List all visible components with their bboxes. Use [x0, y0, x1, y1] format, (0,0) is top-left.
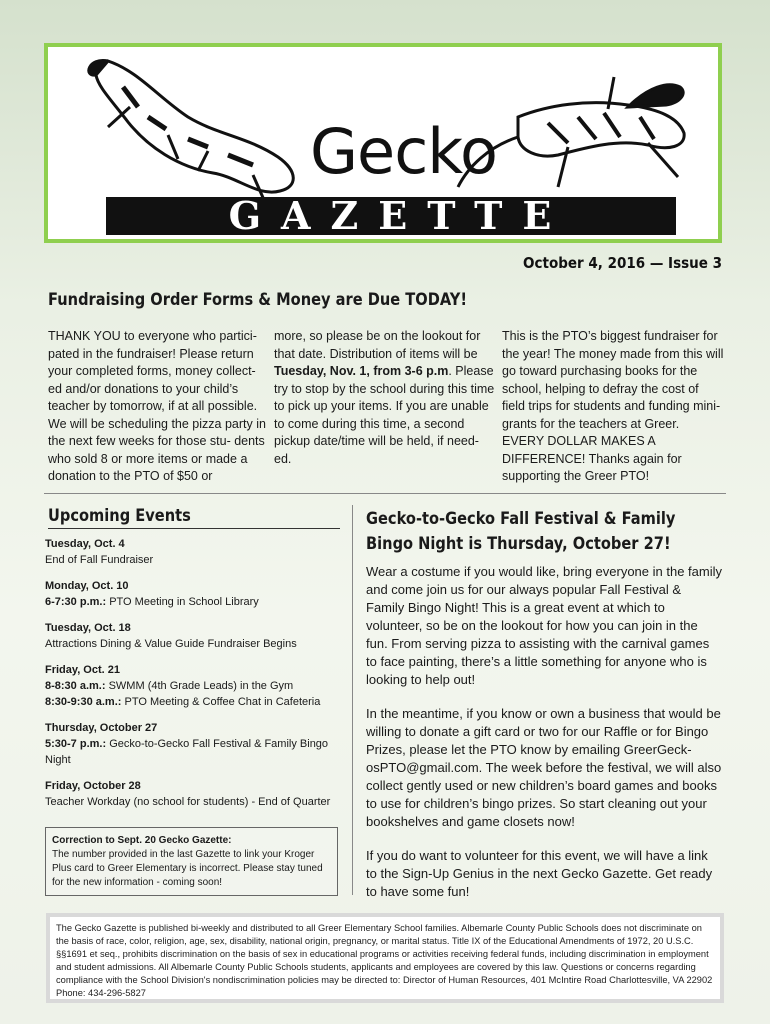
festival-paragraph-3: If you do want to volunteer for this event, we will have a link to the Sign-Up Genius in the next Gecko Gazette. Get ready to have some fun!	[366, 848, 713, 899]
event-item	[45, 720, 345, 768]
section-divider	[44, 493, 726, 494]
event-line	[45, 594, 345, 610]
issue-line: October 4, 2016 — Issue 3	[523, 254, 722, 272]
event-date: Monday, Oct. 10	[45, 580, 129, 592]
event-line	[45, 794, 345, 810]
event-item	[45, 578, 345, 610]
event-description: Attractions Dining & Value Guide Fundraiser Begins	[45, 638, 297, 650]
event-date: Tuesday, Oct. 18	[45, 622, 131, 634]
event-item	[45, 662, 345, 710]
festival-article	[366, 563, 722, 917]
event-time: 6-7:30 p.m.:	[45, 596, 107, 608]
event-description: Gecko-to-Gecko Fall Festival & Family Bingo Night	[45, 738, 329, 766]
correction-body: The number provided in the last Gazette to link your Kroger Plus card to Greer Elementary is incorrect. Please stay tuned for the new information - coming soon!	[52, 849, 323, 888]
masthead	[44, 43, 722, 243]
festival-paragraph-1: Wear a costume if you would like, bring everyone in the family and come join us for our always popular Fall Festival & Family Bingo Night! This is a great event at which to volunteer, so be on the lookout for how you can join in the fun. From serving pizza to assisting with the carnival games to face painting, there’s a little something for anyone who is looking to help out!	[366, 564, 722, 687]
event-description: Teacher Workday (no school for students) - End of Quarter	[45, 796, 331, 808]
masthead-title: Gecko	[310, 115, 497, 188]
event-description: PTO Meeting & Coffee Chat in Cafeteria	[121, 696, 321, 708]
fundraiser-column-2-text-a: more, so please be on the lookout for that date. Distribution of items will be	[274, 329, 481, 361]
event-item	[45, 536, 345, 568]
fundraiser-column-2-text-b: . Please try to stop by the school during this time to pick up your items. If you are unable to come during this time, a second pickup date/time will be held, if need- ed.	[274, 364, 495, 466]
event-time: 8-8:30 a.m.:	[45, 680, 106, 692]
event-item	[45, 778, 345, 810]
correction-title: Correction to Sept. 20 Gecko Gazette:	[52, 835, 232, 846]
event-line	[45, 678, 345, 694]
festival-paragraph-2: In the meantime, if you know or own a business that would be willing to donate a gift card or two for our Raffle or for Bingo Prizes, please let the PTO know by emailing GreerGeck-osPTO@gmail.com. The week before the festival, we will also collect gently used or new children’s board games and books to use for children’s bingo prizes. So start cleaning out your bookshelves and game closets now!	[366, 706, 722, 829]
festival-title: Gecko-to-Gecko Fall Festival & Family Bingo Night is Thursday, October 27!	[366, 509, 676, 554]
event-description: End of Fall Fundraiser	[45, 554, 154, 566]
event-description: SWMM (4th Grade Leads) in the Gym	[105, 680, 294, 692]
footer-notice: The Gecko Gazette is published bi-weekly and distributed to all Greer Elementary School families. Albemarle County Public Schools does not discriminate on the basis of race, color, religion, age, sex, disability, national origin, pregnancy, or marital status. Title IX of the Educational Amendments of 1972, 20 U.S.C. §§1691 et seq., prohibits discrimination on the basis of sex in educational programs or activities receiving federal funds, including discrimination in employment and student admissions. All Albemarle County Public Schools students, applicants and employees are covered by this law. Questions or concerns regarding compliance with the School Division's nondiscrimination policies may be directed to: Director of Human Resources, 401 McIntire Road Charlottesville, VA 22902 Phone: 434-296-5827	[46, 913, 724, 1003]
correction-box	[45, 827, 338, 896]
event-line	[45, 636, 345, 652]
fundraiser-column-3: This is the PTO’s biggest fundraiser for the year! The money made from this will go toward purchasing books for the school, helping to defray the cost of field trips for students and funding mini-grants for the teachers at Greer. EVERY DOLLAR MAKES A DIFFERENCE! Thanks again for supporting the Greer PTO!	[502, 329, 724, 483]
distribution-date: Tuesday, Nov. 1, from 3-6 p.m	[274, 364, 449, 378]
events-list	[45, 536, 345, 820]
left-gecko-icon	[89, 60, 293, 209]
event-time: 5:30-7 p.m.:	[45, 738, 107, 750]
event-description: PTO Meeting in School Library	[106, 596, 259, 608]
event-time: 8:30-9:30 a.m.:	[45, 696, 122, 708]
column-divider	[352, 505, 353, 895]
fundraiser-column-2	[274, 328, 496, 468]
upcoming-events-title: Upcoming Events	[48, 506, 340, 529]
event-date: Friday, October 28	[45, 780, 141, 792]
event-date: Tuesday, Oct. 4	[45, 538, 125, 550]
event-date: Friday, Oct. 21	[45, 664, 120, 676]
event-date: Thursday, October 27	[45, 722, 158, 734]
masthead-subtitle: GAZETTE	[106, 197, 676, 235]
event-line	[45, 552, 345, 568]
fundraiser-column-1: THANK YOU to everyone who partici- pated in the fundraiser! Please return your completed forms, money collect- ed and/or donations to your child’s teacher by tomorrow, if at all possible. We will be scheduling the pizza party in the next few weeks for those stu- dents who sold 8 or more items or made a donation to the PTO of $50 or	[48, 329, 266, 483]
fundraiser-headline: Fundraising Order Forms & Money are Due TODAY!	[48, 290, 468, 310]
event-line	[45, 736, 345, 768]
event-line	[45, 694, 345, 710]
event-item	[45, 620, 345, 652]
